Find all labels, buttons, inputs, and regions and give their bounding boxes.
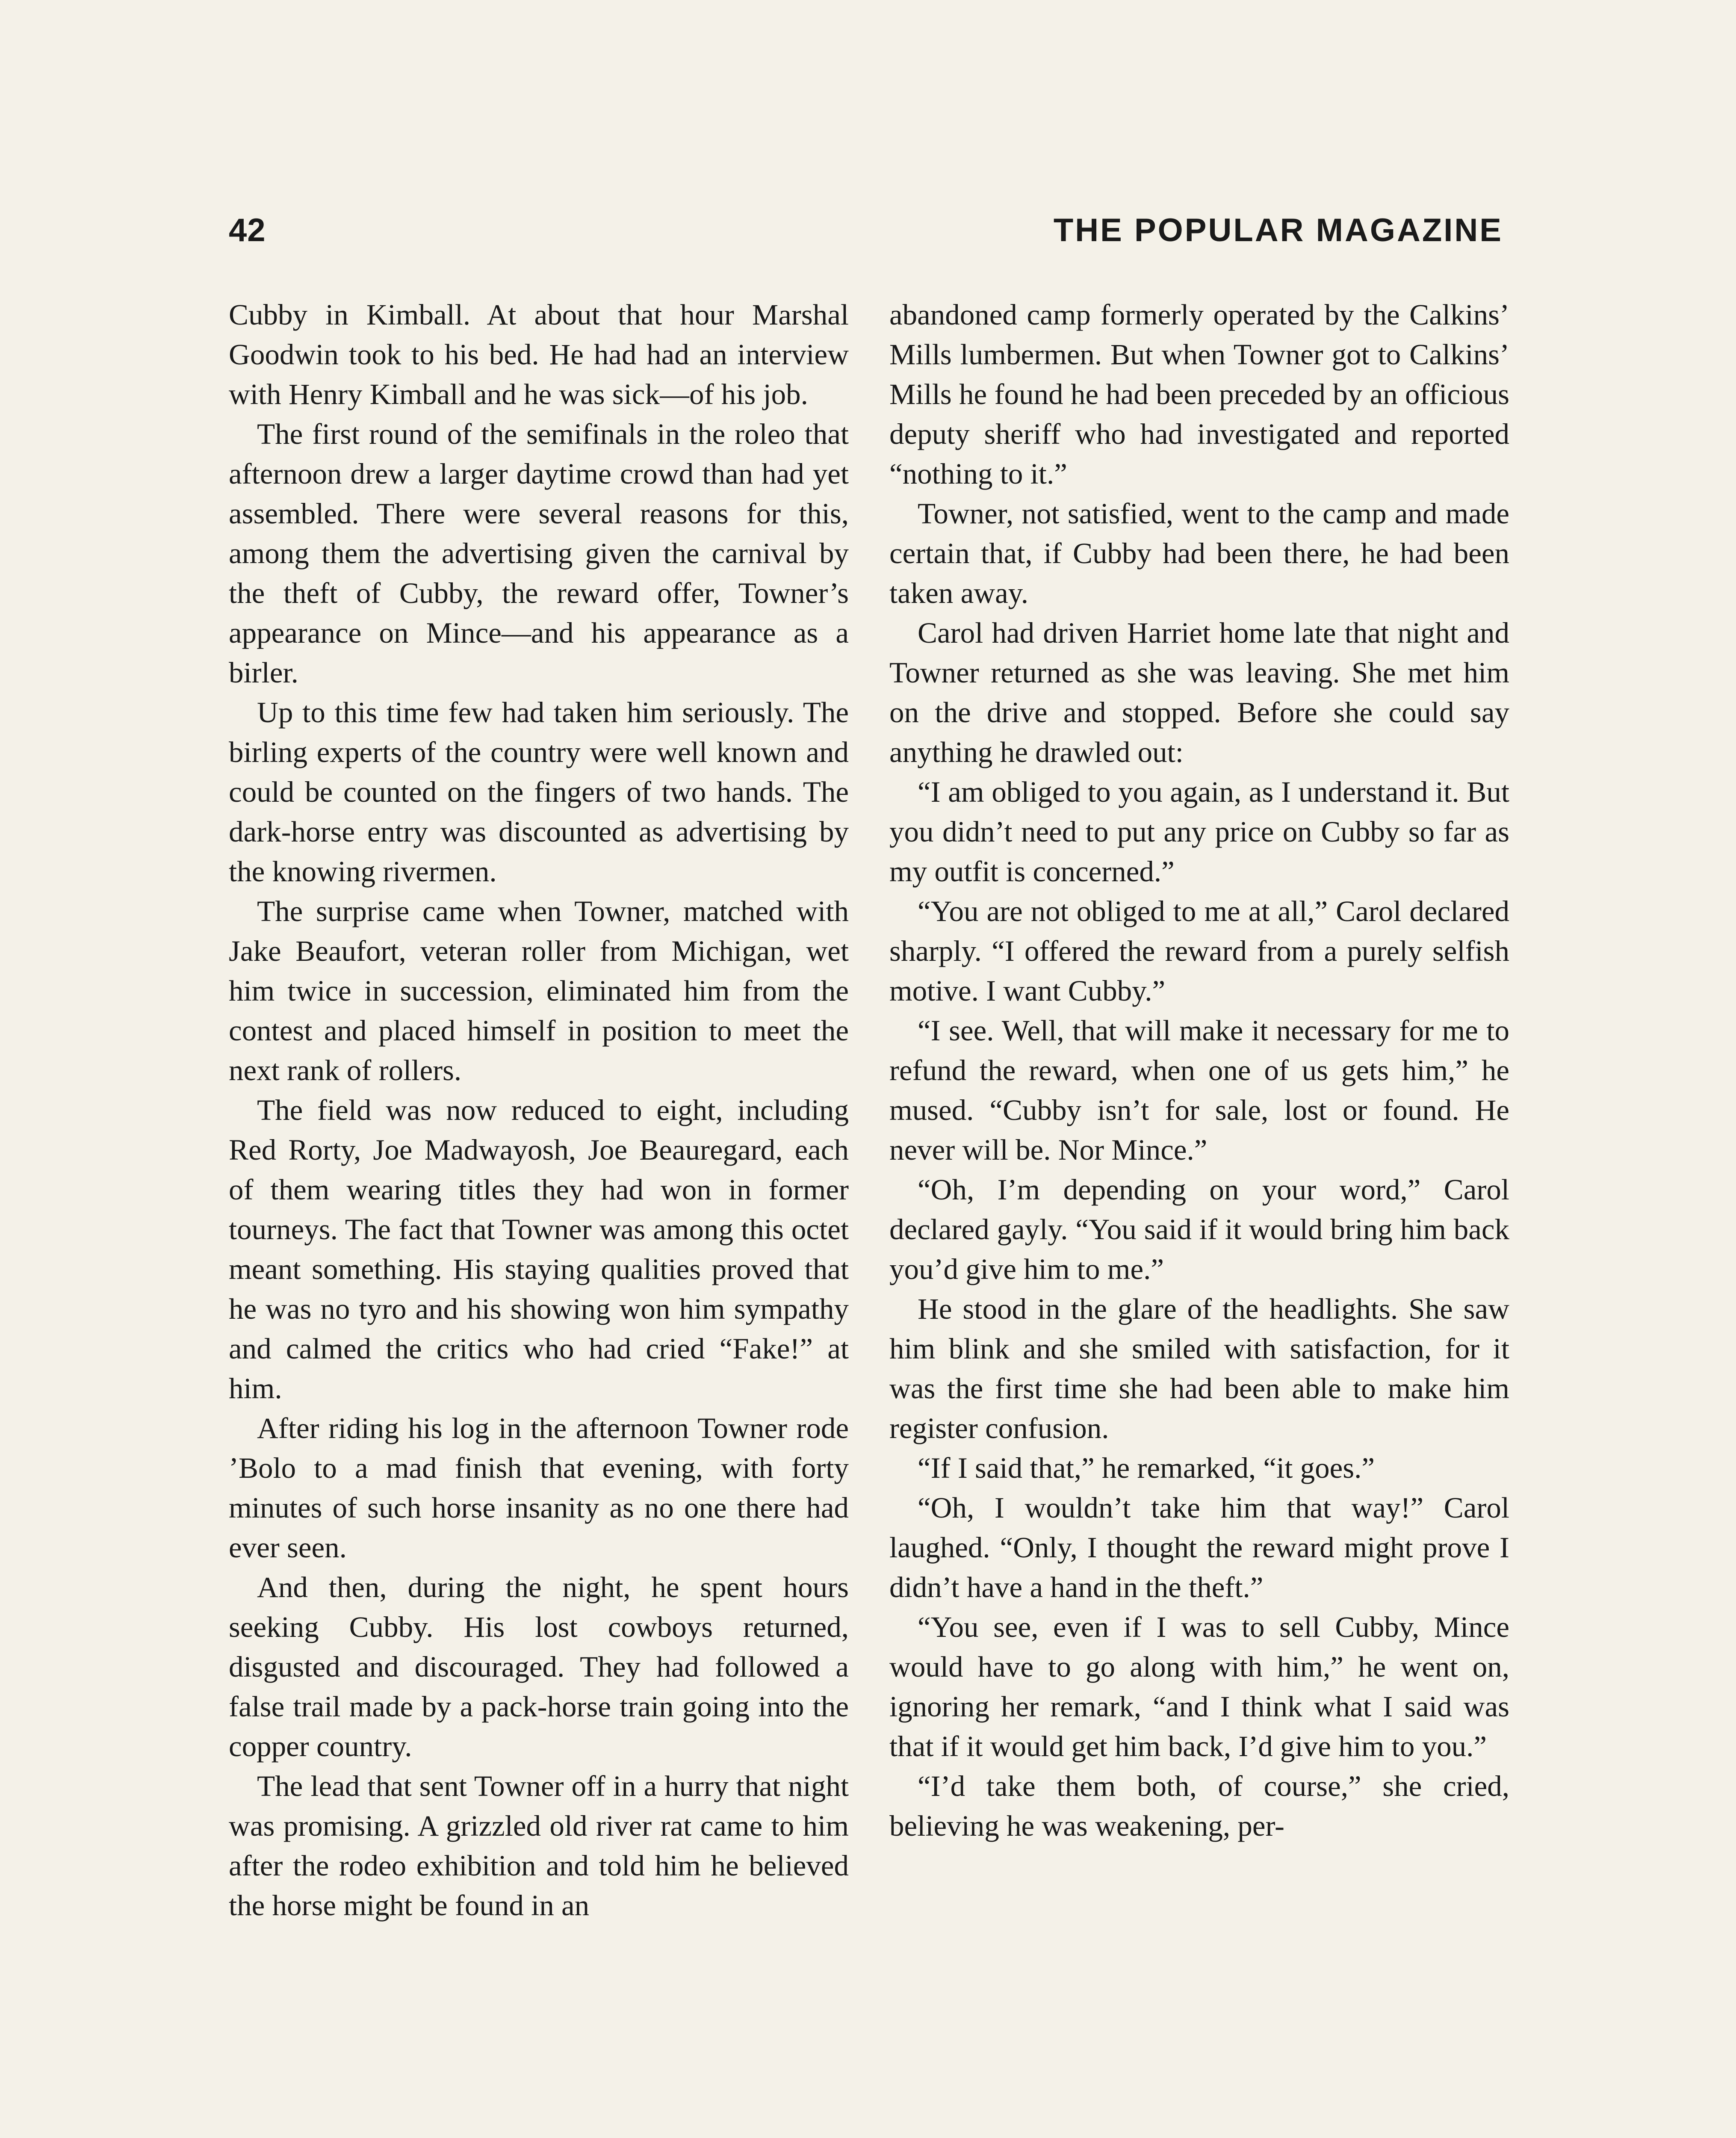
paragraph: “I’d take them both, of course,” she cried, believing he was weakening, per- [889,1770,1509,1842]
paragraph: “Oh, I wouldn’t take him that way!” Carol laughed. “Only, I thought the reward might prove I didn’t have a hand in the theft.” [889,1491,1509,1604]
paragraph: And then, during the night, he spent hours seeking Cubby. His lost cowboys returned, disgusted and discouraged. They had followed a false trail made by a pack-horse train going into the copper country. [229,1571,849,1763]
paragraph: Carol had driven Harriet home late that night and Towner returned as she was leaving. She met him on the drive and stopped. Before she could say anything he drawled out: [889,617,1509,768]
paragraph: The first round of the semifinals in the roleo that afternoon drew a larger daytime crowd than had yet assembled. There were several reasons for this, among them the advertising given the carnival by the theft of Cubby, the reward offer, Towner’s appearance on Mince—and his appearance as a birler. [229,418,849,689]
right-column [889,295,1509,2138]
left-column [229,295,849,2138]
paragraph: The surprise came when Towner, matched with Jake Beaufort, veteran roller from Michigan, wet him twice in succession, eliminated him from the contest and placed himself in position to meet the next rank of rollers. [229,895,849,1087]
paragraph: After riding his log in the afternoon Towner rode ’Bolo to a mad finish that evening, with forty minutes of such horse insanity as no one there had ever seen. [229,1412,849,1564]
paragraph: “I see. Well, that will make it necessary for me to refund the reward, when one of us gets him,” he mused. “Cubby isn’t for sale, lost or found. He never will be. Nor Mince.” [889,1014,1509,1166]
paragraph: “I am obliged to you again, as I understand it. But you didn’t need to put any price on Cubby so far as my outfit is concerned.” [889,776,1509,888]
paragraph: Up to this time few had taken him seriously. The birling experts of the country were well known and could be counted on the fingers of two hands. The dark-horse entry was discounted as advertising by the knowing rivermen. [229,696,849,888]
paragraph: abandoned camp formerly operated by the Calkins’ Mills lumbermen. But when Towner got to Calkins’ Mills he found he had been preceded by an officious deputy sheriff who had investigated and reported “nothing to it.” [889,298,1509,490]
paragraph: “Oh, I’m depending on your word,” Carol declared gayly. “You said if it would bring him back you’d give him to me.” [889,1173,1509,1285]
paragraph: “You are not obliged to me at all,” Carol declared sharply. “I offered the reward from a purely selfish motive. I want Cubby.” [889,895,1509,1007]
paragraph: “If I said that,” he remarked, “it goes.” [918,1452,1375,1484]
paragraph: “You see, even if I was to sell Cubby, Mince would have to go along with him,” he went on, ignoring her remark, “and I think what I said was that if it would get him back, I’d give him to you.” [889,1611,1509,1763]
page-header [229,212,1503,263]
paragraph: Towner, not satisfied, went to the camp and made certain that, if Cubby had been there, he had been taken away. [889,497,1509,609]
paragraph: The field was now reduced to eight, including Red Rorty, Joe Madwayosh, Joe Beauregard, each of them wearing titles they had won in former tourneys. The fact that Towner was among this octet meant something. His staying qualities proved that he was no tyro and his showing won him sympathy and calmed the critics who had cried “Fake!” at him. [229,1094,849,1405]
page-number: 42 [229,212,266,248]
running-title: THE POPULAR MAGAZINE [1053,212,1503,248]
paragraph: Cubby in Kimball. At about that hour Marshal Goodwin took to his bed. He had had an interview with Henry Kimball and he was sick—of his job. [229,298,849,410]
paragraph: He stood in the glare of the headlights. She saw him blink and she smiled with satisfaction, for it was the first time she had been able to make him register confusion. [889,1293,1509,1444]
paragraph: The lead that sent Towner off in a hurry that night was promising. A grizzled old river rat came to him after the rodeo exhibition and told him he believed the horse might be found in an [229,1770,849,1922]
